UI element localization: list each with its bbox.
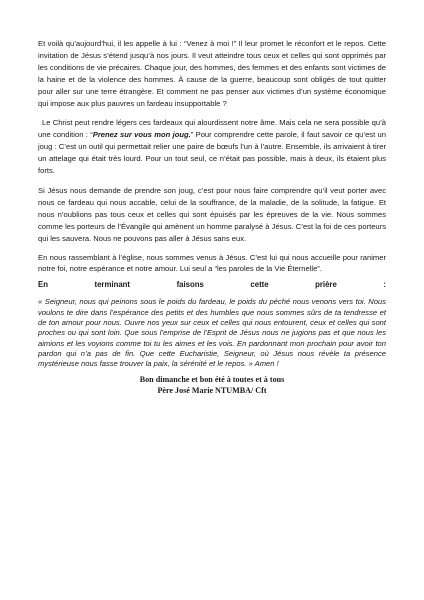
prayer-intro-word: En <box>38 280 48 290</box>
paragraph-yoke-text-after: ” Pour comprendre cette parole, il faut savoir ce qu’est un joug : C’est un outil qui permettait relier une paire de bœufs l’un à l’autre. Ensemble, ils arrivaient à tirer un attelage qui était très lourd. Pour un tout seul, ce n’était pas possible, mais à deux, ils étaient plus forts. <box>38 130 386 176</box>
prayer-intro-word: prière <box>315 280 337 290</box>
paragraph-yoke <box>38 117 386 177</box>
prayer-intro-word: faisons <box>176 280 204 290</box>
prayer-intro <box>38 279 386 291</box>
prayer-intro-word: cette <box>250 280 269 290</box>
document-page <box>38 38 386 396</box>
closing-greeting: Bon dimanche et bon été à toutes et à tous <box>139 375 285 385</box>
prayer-text: « Seigneur, nous qui peinons sous le poids du fardeau, le poids du péché nous venons vers toi. Nous voulons te dire dans l’espérance des petits et des humbles que nous sommes sûrs de ta tendresse et de ton amour pour nous. Ouvre nos yeux sur ceux et celles qui nous entourent, ceux et celles qui sont proches ou qui sont loin. Que sous l’emprise de l’Esprit de Jésus nous ne jugions pas et que nous les aimions et les voyions comme toi tu les aimes et les vois. En pardonnant mon prochain pour avoir ton pardon qui n’a pas de fin. Que cette Eucharistie, Seigneur, où Jésus nous révèle ta présence mystérieuse nous fasse trouver la paix, la sérénité et le repos. » Amen ! <box>38 297 386 369</box>
prayer-intro-word: : <box>383 280 386 290</box>
closing-signature: Père José Marie NTUMBA/ Cft <box>157 385 267 395</box>
prayer-intro-word: terminant <box>94 280 131 290</box>
closing-block <box>38 375 386 396</box>
paragraph-yoke-text-before: Le Christ peut rendre légers ces fardeaux qui alourdissent notre âme. Mais cela ne sera possible qu’à une condition : “ <box>38 118 386 140</box>
paragraph-invitation: Et voilà qu’aujourd’hui, il les appelle à lui : “Venez à moi !” Il leur promet le réconfort et le repos. Cette invitation de Jésus s’étend jusqu’à nos jours. Il veut atteindre tous ceux et celles qui sont opprimés par les conditions de vie précaires. Chaque jour, des hommes, des femmes et des enfants sont victimes de la haine et de la violence des hommes. À cause de la guerre, beaucoup sont obligés de tout quitter pour aller sur une terre étrangère. Et comment ne pas penser aux victimes d’un système économique qui impose aux plus pauvres un fardeau insupportable ? <box>38 39 386 108</box>
paragraph-church: En nous rassemblant à l’église, nous sommes venus à Jésus. C’est lui qui nous accueille pour ranimer notre foi, notre espérance et notre amour. Lui seul a “les paroles de la Vie Éternelle”. <box>38 252 386 274</box>
paragraph-yoke-emphasis: Prenez sur vous mon joug. <box>92 130 191 140</box>
paragraph-burden: Si Jésus nous demande de prendre son joug, c’est pour nous faire comprendre qu’il veut porter avec nous ce fardeau qui nous accable, celui de la souffrance, de la maladie, de la solitude, la fatigue. Et nous n’oublions pas tous ceux et celles qui sont épuisés par les épreuves de la vie. Nous sommes comme les porteurs de l’Évangile qui amènent un homme paralysé à Jésus. C’est la foi de ces porteurs qui les sauvera. Nous ne pouvons pas aller à Jésus sans eux. <box>38 185 386 243</box>
